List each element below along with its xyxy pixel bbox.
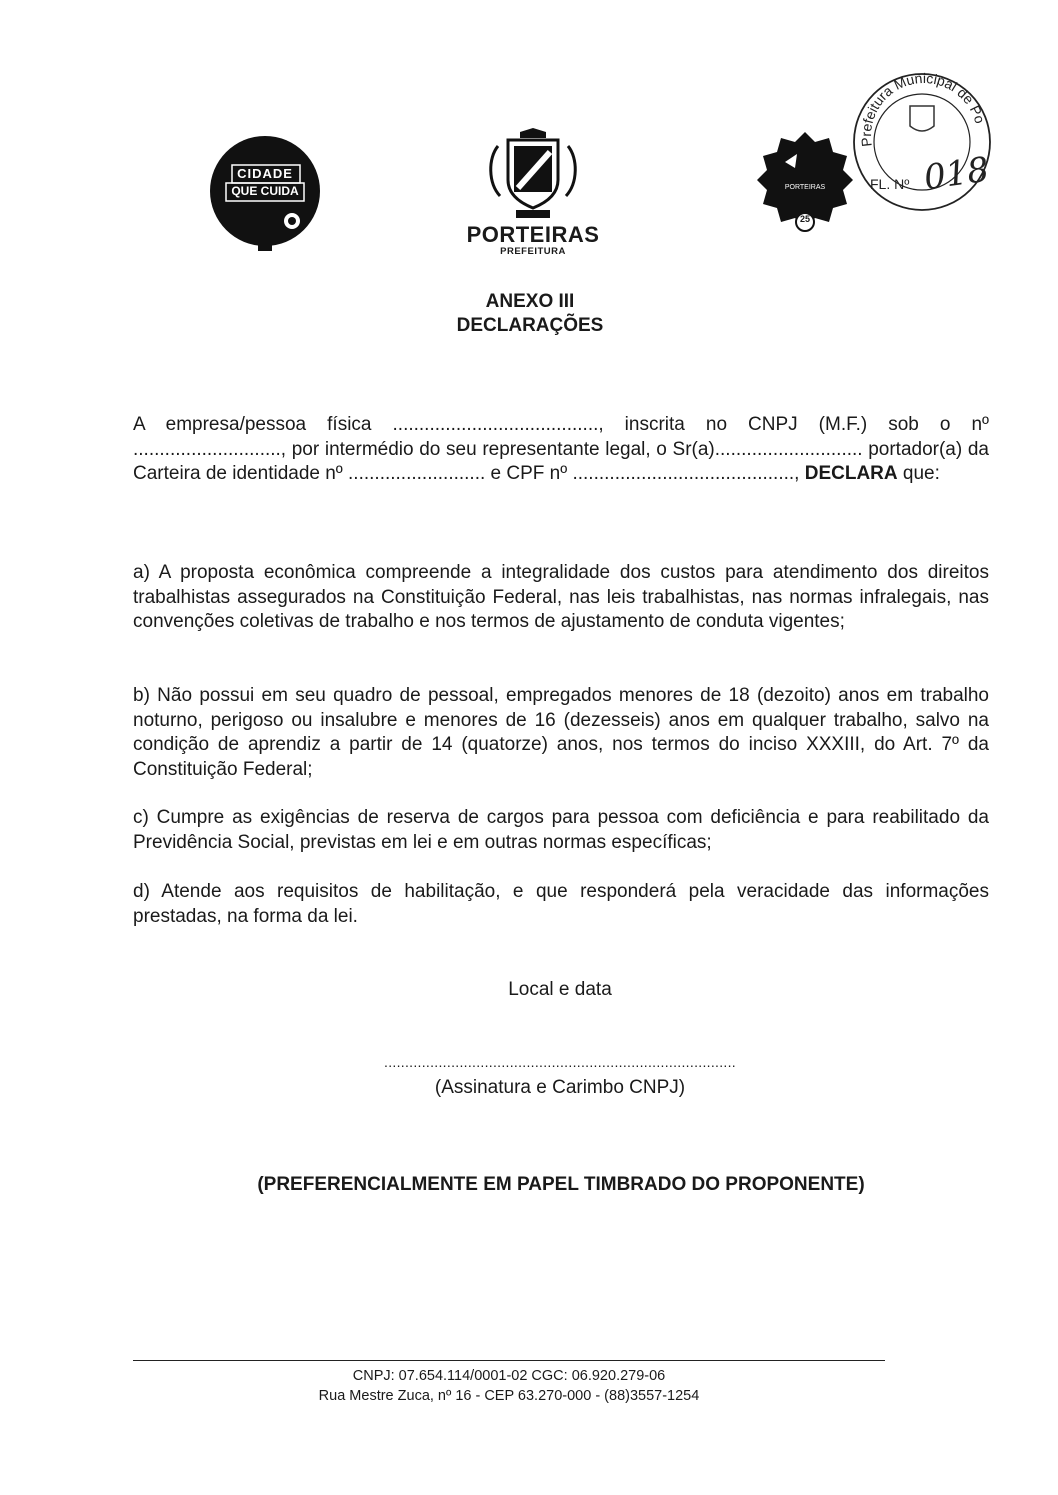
svg-text:Prefeitura Municipal de Po	[858, 70, 988, 147]
stamp-fl-number: 018	[921, 149, 992, 199]
stamp-ring-text: Prefeitura Municipal de Po	[857, 69, 989, 148]
annex-subtitle: DECLARAÇÕES	[456, 315, 604, 336]
place-date-label: Local e data	[508, 979, 612, 1000]
signature-caption: (Assinatura e Carimbo CNPJ)	[434, 1077, 686, 1098]
brand-name: PORTEIRAS	[466, 222, 600, 247]
left-logo-line1: CIDADE	[237, 166, 293, 181]
porteiras-coat-of-arms	[478, 128, 588, 220]
declaration-item-d: d) Atende aos requisitos de habilitação, e que responderá pela veracidade das informações prestadas, na forma da lei.	[133, 881, 989, 927]
annex-title: ANEXO III	[485, 291, 575, 312]
right-logo-badge: 25	[799, 214, 810, 224]
right-logo-text: PORTEIRAS	[784, 184, 826, 191]
municipal-stamp	[848, 66, 996, 214]
signature-line: ....................................................................................	[384, 1054, 736, 1070]
declaration-item-c: c) Cumpre as exigências de reserva de cargos para pessoa com deficiência e para reabilitado da Previdência Social, previstas em lei e em outras normas específicas;	[133, 807, 989, 853]
intro-text-part1: A empresa/pessoa física ......................................., inscrita no CNPJ (M.F.) sob o nº ............................, por intermédio do seu representante legal, o Sr(a)............................ portador(a) da Carteira de identidade nº .......................... e CPF nº ..........................................,	[133, 414, 989, 484]
declaration-item-a: a) A proposta econômica compreende a integralidade dos custos para atendimento dos direitos trabalhistas assegurados na Constituição Federal, nas leis trabalhistas, nas normas infralegais, nas convenções coletivas de trabalho e nos termos de ajustamento de conduta vigentes;	[133, 562, 989, 632]
footer-divider	[133, 1360, 885, 1361]
municipal-emblem-logo	[755, 128, 855, 233]
letterhead-note: (PREFERENCIALMENTE EM PAPEL TIMBRADO DO PROPONENTE)	[257, 1174, 865, 1195]
declara-label: DECLARA	[804, 463, 898, 484]
footer-cnpj: CNPJ: 07.654.114/0001-02 CGC: 06.920.279-06	[352, 1368, 666, 1384]
intro-text-part2: que:	[897, 463, 940, 484]
cidade-que-cuida-logo	[206, 135, 324, 253]
footer-address: Rua Mestre Zuca, nº 16 - CEP 63.270-000 - (88)3557-1254	[318, 1388, 700, 1404]
stamp-fl-label: FL. Nº	[870, 176, 910, 192]
declaration-item-b: b) Não possui em seu quadro de pessoal, empregados menores de 18 (dezoito) anos em trabalho noturno, perigoso ou insalubre e menores de 16 (dezesseis) anos em qualquer trabalho, salvo na condição de aprendiz a partir de 14 (quatorze) anos, nos termos do inciso XXXIII, do Art. 7º da Constituição Federal;	[133, 685, 989, 780]
brand-subtitle: PREFEITURA	[500, 246, 566, 257]
intro-paragraph	[133, 413, 989, 487]
left-logo-line2: QUE CUIDA	[231, 184, 299, 198]
